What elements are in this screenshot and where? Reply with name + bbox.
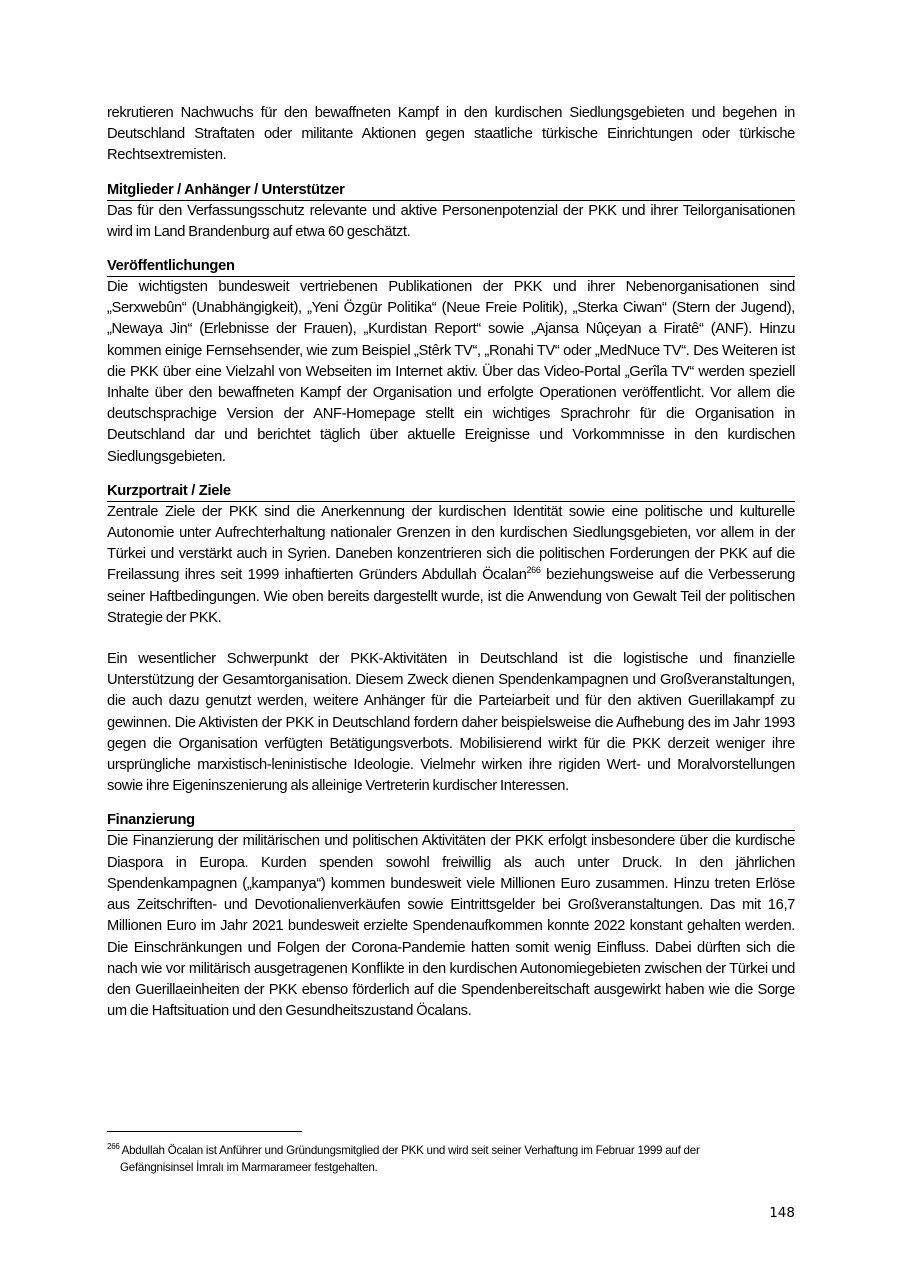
heading-finanzierung: Finanzierung	[107, 810, 795, 831]
footnote-line-2: Gefängnisinsel İmralı im Marmarameer festgehalten.	[120, 1161, 378, 1174]
heading-kurzportrait: Kurzportrait / Ziele	[107, 481, 795, 502]
intro-paragraph: rekrutieren Nachwuchs für den bewaffneten Kampf in den kurdischen Siedlungsgebieten und begehen in Deutschland Straftaten oder militante Aktionen gegen staatliche türkische Einrichtungen oder türkische Rechtsextremisten.	[107, 105, 795, 164]
paragraph-kurzportrait-1-start: Zentrale Ziele der PKK sind die Anerkennung der kurdischen Identität sowie eine politische und kulturelle Autonomie unter Aufrechterhaltung nationaler Grenzen in den kurdischen Siedlungsgebieten, vor allem in der Türkei und verstärkt auch in Syrien. Daneben konzentrieren sich die politischen Forderungen der PKK auf die Freilassung ihres seit 1999 inhaftierten Gründers Abdullah Öcalan	[107, 503, 795, 584]
paragraph-finanzierung: Die Finanzierung der militärischen und politischen Aktivitäten der PKK erfolgt insbesondere über die kurdische Diaspora in Europa. Kurden spenden sowohl freiwillig als auch unter Druck. In den jährlichen Spendenkampagnen („kampanya“) kommen bundesweit viele Millionen Euro zusammen. Hinzu treten Erlöse aus Zeitschriften- und Devotionalienverkäufen sowie Eintrittsgelder bei Großveranstaltungen. Das mit 16,7 Millionen Euro im Jahr 2021 bundesweit erzielte Spendenaufkommen konnte 2022 konstant gehalten werden. Die Einschränkungen und Folgen der Corona-Pandemie hatten somit wenig Einfluss. Dabei dürften sich die nach wie vor militärisch ausgetragenen Konflikte in den kurdischen Autonomiegebieten zwischen der Türkei und den Guerillaeinheiten der PKK ebenso förderlich auf die Spendenbereitschaft ausgewirkt haben wie die Sorge um die Haftsituation und den Gesundheitszustand Öcalans.	[107, 833, 795, 1020]
paragraph-mitglieder: Das für den Verfassungsschutz relevante und aktive Personenpotenzial der PKK und ihrer Teilorganisationen wird im Land Brandenburg auf etwa 60 geschätzt.	[107, 202, 795, 240]
paragraph-kurzportrait-2: Ein wesentlicher Schwerpunkt der PKK-Aktivitäten in Deutschland ist die logistische und finanzielle Unterstützung der Gesamtorganisation. Diesem Zweck dienen Spendenkampagnen und Großveranstaltungen, die auch dazu genutzt werden, weitere Anhänger für die Parteiarbeit und für den aktiven Guerillakampf zu gewinnen. Die Aktivisten der PKK in Deutschland fordern daher beispielsweise die Aufhebung des im Jahr 1993 gegen die Organisation verfügten Betätigungsverbots. Mobilisierend wirkt für die PKK derzeit weniger ihre ursprüngliche marxistisch-leninistische Ideologie. Vielmehr wirken ihre rigiden Wert- und Moralvorstellungen sowie ihre Eigeninszenierung als alleinige Vertreterin kurdischer Interessen.	[107, 651, 795, 795]
footnote-text-1: Abdullah Öcalan ist Anführer und Gründungsmitglied der PKK und wird seit seiner Verhaftung im Februar 1999 auf der	[121, 1144, 700, 1157]
footnote-separator	[107, 1131, 302, 1132]
footnote-line-1	[107, 1142, 795, 1159]
footnote-number: 266	[107, 1142, 120, 1152]
footnote	[107, 1142, 795, 1176]
paragraph-veroeffentlichungen: Die wichtigsten bundesweit vertriebenen Publikationen der PKK und ihrer Nebenorganisationen sind „Serxwebûn“ (Unabhängigkeit), „Yeni Özgür Politika“ (Neue Freie Politik), „Sterka Ciwan“ (Stern der Jugend), „Newaya Jin“ (Erlebnisse der Frauen), „Kurdistan Report“ sowie „Ajansa Nûçeyan a Firatê“ (ANF). Hinzu kommen einige Fernsehsender, wie zum Beispiel „Stêrk TV“, „Ronahi TV“ oder „MedNuce TV“. Des Weiteren ist die PKK über eine Vielzahl von Webseiten im Internet aktiv. Über das Video-Portal „Gerîla TV“ werden speziell Inhalte über den bewaffneten Kampf der Organisation und erfolgte Operationen veröffentlicht. Vor allem die deutschsprachige Version der ANF-Homepage stellt ein wichtiges Sprachrohr für die Organisation in Deutschland dar und berichtet täglich über aktuelle Ereignisse und Vorkommnisse in den kurdischen Siedlungsgebieten.	[107, 279, 795, 465]
footnote-reference: 266	[526, 565, 541, 576]
paragraph-kurzportrait-1-end: beziehungsweise auf die Verbesserung seiner Haftbedingungen. Wie oben bereits dargestellt wurde, ist die Anwendung von Gewalt Teil der politischen Strategie der PKK.	[107, 567, 795, 626]
heading-veroeffentlichungen: Veröffentlichungen	[107, 256, 795, 277]
paragraph-kurzportrait-1	[107, 502, 795, 629]
page-number: 148	[769, 1205, 795, 1221]
heading-mitglieder: Mitglieder / Anhänger / Unterstützer	[107, 180, 795, 201]
text-column	[107, 103, 795, 1022]
